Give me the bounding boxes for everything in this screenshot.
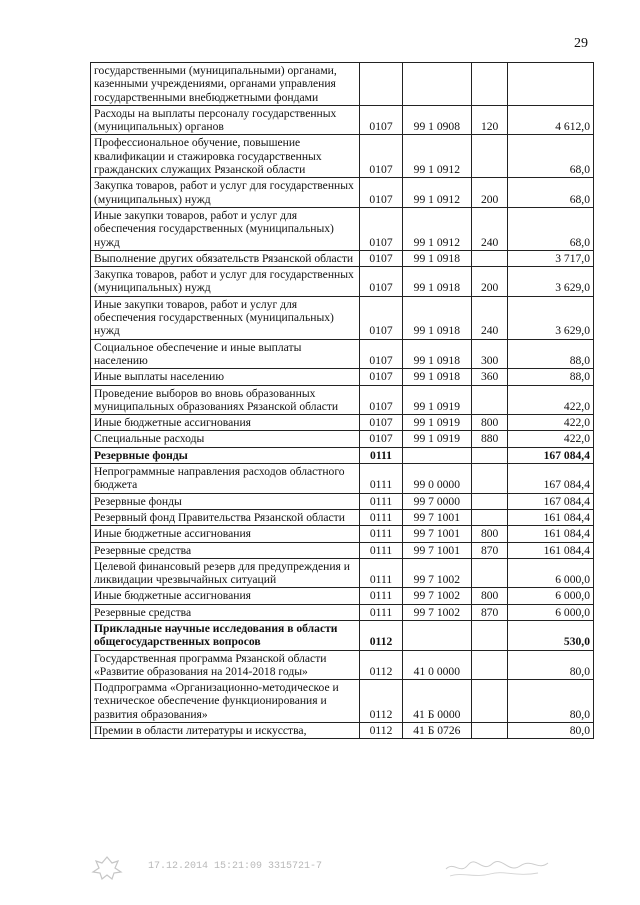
row-name-cell: Целевой финансовый резерв для предупреждения и ликвидации чрезвычайных ситуаций: [91, 558, 360, 588]
row-sum-cell: [508, 63, 594, 106]
table-row: [91, 105, 594, 135]
row-name-cell: Подпрограмма «Организационно-методическое и техническое обеспечение функционирования и развития образования»: [91, 680, 360, 723]
table-row: [91, 415, 594, 431]
table-row: [91, 250, 594, 266]
row-type-cell: 800: [471, 415, 507, 431]
row-name-cell: Иные бюджетные ассигнования: [91, 526, 360, 542]
row-sum-cell: 68,0: [508, 178, 594, 208]
row-sum-cell: 3 629,0: [508, 296, 594, 339]
row-type-cell: 200: [471, 267, 507, 297]
row-name-cell: Иные закупки товаров, работ и услуг для обеспечения государственных (муниципальных) нужд: [91, 296, 360, 339]
table-row: [91, 542, 594, 558]
row-type-cell: [471, 509, 507, 525]
row-type-cell: 800: [471, 526, 507, 542]
row-article-cell: 99 1 0918: [402, 339, 471, 369]
row-name-cell: Иные бюджетные ассигнования: [91, 415, 360, 431]
table-row: [91, 558, 594, 588]
row-article-cell: 99 1 0912: [402, 207, 471, 250]
row-section-cell: 0107: [360, 135, 402, 178]
row-type-cell: [471, 558, 507, 588]
row-name-cell: Расходы на выплаты персоналу государственных (муниципальных) органов: [91, 105, 360, 135]
row-section-cell: 0111: [360, 509, 402, 525]
row-article-cell: 99 1 0912: [402, 178, 471, 208]
table-row: [91, 63, 594, 106]
row-name-cell: Премии в области литературы и искусства,: [91, 723, 360, 739]
row-name-cell: Прикладные научные исследования в области общегосударственных вопросов: [91, 620, 360, 650]
row-section-cell: 0107: [360, 207, 402, 250]
row-section-cell: 0111: [360, 526, 402, 542]
page-footer: [90, 855, 590, 881]
row-article-cell: 99 7 1002: [402, 604, 471, 620]
table-row: [91, 339, 594, 369]
row-section-cell: 0107: [360, 267, 402, 297]
row-name-cell: Специальные расходы: [91, 431, 360, 447]
row-type-cell: [471, 135, 507, 178]
row-name-cell: Резервные средства: [91, 604, 360, 620]
table-row: [91, 604, 594, 620]
table-row: [91, 385, 594, 415]
table-row: [91, 369, 594, 385]
row-type-cell: 800: [471, 588, 507, 604]
row-section-cell: 0107: [360, 415, 402, 431]
row-sum-cell: 422,0: [508, 385, 594, 415]
row-section-cell: 0107: [360, 385, 402, 415]
table-row: [91, 650, 594, 680]
row-article-cell: 41 Б 0000: [402, 680, 471, 723]
row-name-cell: Выполнение других обязательств Рязанской области: [91, 250, 360, 266]
row-article-cell: [402, 447, 471, 463]
row-sum-cell: 6 000,0: [508, 604, 594, 620]
table-row: [91, 588, 594, 604]
row-article-cell: 99 7 1001: [402, 526, 471, 542]
row-name-cell: Резервные средства: [91, 542, 360, 558]
row-section-cell: 0107: [360, 339, 402, 369]
table-row: [91, 447, 594, 463]
row-type-cell: [471, 650, 507, 680]
row-type-cell: 240: [471, 296, 507, 339]
table-row: [91, 493, 594, 509]
row-type-cell: [471, 63, 507, 106]
row-article-cell: 99 1 0918: [402, 369, 471, 385]
table-row: [91, 431, 594, 447]
row-name-cell: Резервные фонды: [91, 493, 360, 509]
row-type-cell: [471, 250, 507, 266]
row-article-cell: [402, 63, 471, 106]
row-name-cell: Иные выплаты населению: [91, 369, 360, 385]
row-section-cell: [360, 63, 402, 106]
row-name-cell: Профессиональное обучение, повышение квалификации и стажировка государственных гражданских служащих Рязанской области: [91, 135, 360, 178]
row-article-cell: 41 Б 0726: [402, 723, 471, 739]
row-section-cell: 0111: [360, 447, 402, 463]
row-name-cell: Социальное обеспечение и иные выплаты населению: [91, 339, 360, 369]
table-row: [91, 464, 594, 494]
footer-timestamp: 17.12.2014 15:21:09: [148, 861, 263, 872]
row-section-cell: 0111: [360, 542, 402, 558]
row-article-cell: 99 1 0918: [402, 250, 471, 266]
row-article-cell: 99 1 0918: [402, 267, 471, 297]
table-row: [91, 178, 594, 208]
page-number: 29: [574, 36, 588, 51]
row-name-cell: Резервный фонд Правительства Рязанской области: [91, 509, 360, 525]
row-section-cell: 0112: [360, 723, 402, 739]
row-type-cell: [471, 493, 507, 509]
row-sum-cell: 4 612,0: [508, 105, 594, 135]
row-type-cell: [471, 385, 507, 415]
row-sum-cell: 80,0: [508, 680, 594, 723]
row-article-cell: 99 7 1002: [402, 558, 471, 588]
row-sum-cell: 88,0: [508, 369, 594, 385]
row-name-cell: Закупка товаров, работ и услуг для государственных (муниципальных) нужд: [91, 267, 360, 297]
row-section-cell: 0111: [360, 464, 402, 494]
row-section-cell: 0111: [360, 493, 402, 509]
footer-doc-number: 3315721-7: [268, 861, 323, 872]
row-sum-cell: 80,0: [508, 723, 594, 739]
row-sum-cell: 167 084,4: [508, 464, 594, 494]
row-name-cell: Иные бюджетные ассигнования: [91, 588, 360, 604]
row-article-cell: 41 0 0000: [402, 650, 471, 680]
row-sum-cell: 422,0: [508, 415, 594, 431]
row-type-cell: [471, 464, 507, 494]
table-row: [91, 135, 594, 178]
row-article-cell: 99 1 0912: [402, 135, 471, 178]
row-name-cell: Закупка товаров, работ и услуг для государственных (муниципальных) нужд: [91, 178, 360, 208]
row-type-cell: [471, 680, 507, 723]
budget-table-body: [91, 63, 594, 739]
row-type-cell: [471, 723, 507, 739]
row-article-cell: 99 7 1002: [402, 588, 471, 604]
row-article-cell: 99 7 0000: [402, 493, 471, 509]
row-section-cell: 0112: [360, 650, 402, 680]
row-type-cell: 300: [471, 339, 507, 369]
row-sum-cell: 68,0: [508, 135, 594, 178]
row-type-cell: 240: [471, 207, 507, 250]
row-name-cell: государственными (муниципальными) органами, казенными учреждениями, органами управления государственными внебюджетными фондами: [91, 63, 360, 106]
row-type-cell: 880: [471, 431, 507, 447]
row-section-cell: 0111: [360, 588, 402, 604]
row-section-cell: 0107: [360, 296, 402, 339]
row-type-cell: [471, 620, 507, 650]
row-section-cell: 0111: [360, 604, 402, 620]
table-row: [91, 296, 594, 339]
table-row: [91, 207, 594, 250]
row-section-cell: 0107: [360, 369, 402, 385]
row-sum-cell: 530,0: [508, 620, 594, 650]
row-article-cell: 99 1 0919: [402, 385, 471, 415]
signature-scribble: [442, 855, 552, 881]
row-sum-cell: 68,0: [508, 207, 594, 250]
row-name-cell: Резервные фонды: [91, 447, 360, 463]
row-type-cell: 200: [471, 178, 507, 208]
row-article-cell: 99 1 0918: [402, 296, 471, 339]
row-article-cell: 99 0 0000: [402, 464, 471, 494]
row-article-cell: 99 1 0908: [402, 105, 471, 135]
table-row: [91, 620, 594, 650]
row-sum-cell: 167 084,4: [508, 447, 594, 463]
row-name-cell: Проведение выборов во вновь образованных муниципальных образованиях Рязанской области: [91, 385, 360, 415]
row-type-cell: [471, 447, 507, 463]
table-row: [91, 723, 594, 739]
row-sum-cell: 167 084,4: [508, 493, 594, 509]
row-article-cell: [402, 620, 471, 650]
table-row: [91, 267, 594, 297]
row-type-cell: 870: [471, 542, 507, 558]
row-section-cell: 0107: [360, 105, 402, 135]
row-name-cell: Государственная программа Рязанской области «Развитие образования на 2014-2018 годы»: [91, 650, 360, 680]
row-section-cell: 0111: [360, 558, 402, 588]
row-type-cell: 360: [471, 369, 507, 385]
row-sum-cell: 3 717,0: [508, 250, 594, 266]
row-article-cell: 99 1 0919: [402, 415, 471, 431]
row-article-cell: 99 1 0919: [402, 431, 471, 447]
row-sum-cell: 88,0: [508, 339, 594, 369]
row-name-cell: Непрограммные направления расходов областного бюджета: [91, 464, 360, 494]
row-section-cell: 0107: [360, 431, 402, 447]
row-section-cell: 0112: [360, 620, 402, 650]
emblem-icon: [90, 855, 124, 881]
row-section-cell: 0107: [360, 178, 402, 208]
row-sum-cell: 6 000,0: [508, 558, 594, 588]
table-row: [91, 680, 594, 723]
row-sum-cell: 6 000,0: [508, 588, 594, 604]
row-sum-cell: 80,0: [508, 650, 594, 680]
row-sum-cell: 161 084,4: [508, 526, 594, 542]
row-sum-cell: 3 629,0: [508, 267, 594, 297]
row-type-cell: 120: [471, 105, 507, 135]
table-row: [91, 526, 594, 542]
budget-table: [90, 62, 594, 739]
table-row: [91, 509, 594, 525]
row-sum-cell: 422,0: [508, 431, 594, 447]
row-section-cell: 0107: [360, 250, 402, 266]
row-article-cell: 99 7 1001: [402, 542, 471, 558]
row-type-cell: 870: [471, 604, 507, 620]
row-sum-cell: 161 084,4: [508, 509, 594, 525]
row-sum-cell: 161 084,4: [508, 542, 594, 558]
row-article-cell: 99 7 1001: [402, 509, 471, 525]
row-name-cell: Иные закупки товаров, работ и услуг для обеспечения государственных (муниципальных) нужд: [91, 207, 360, 250]
row-section-cell: 0112: [360, 680, 402, 723]
